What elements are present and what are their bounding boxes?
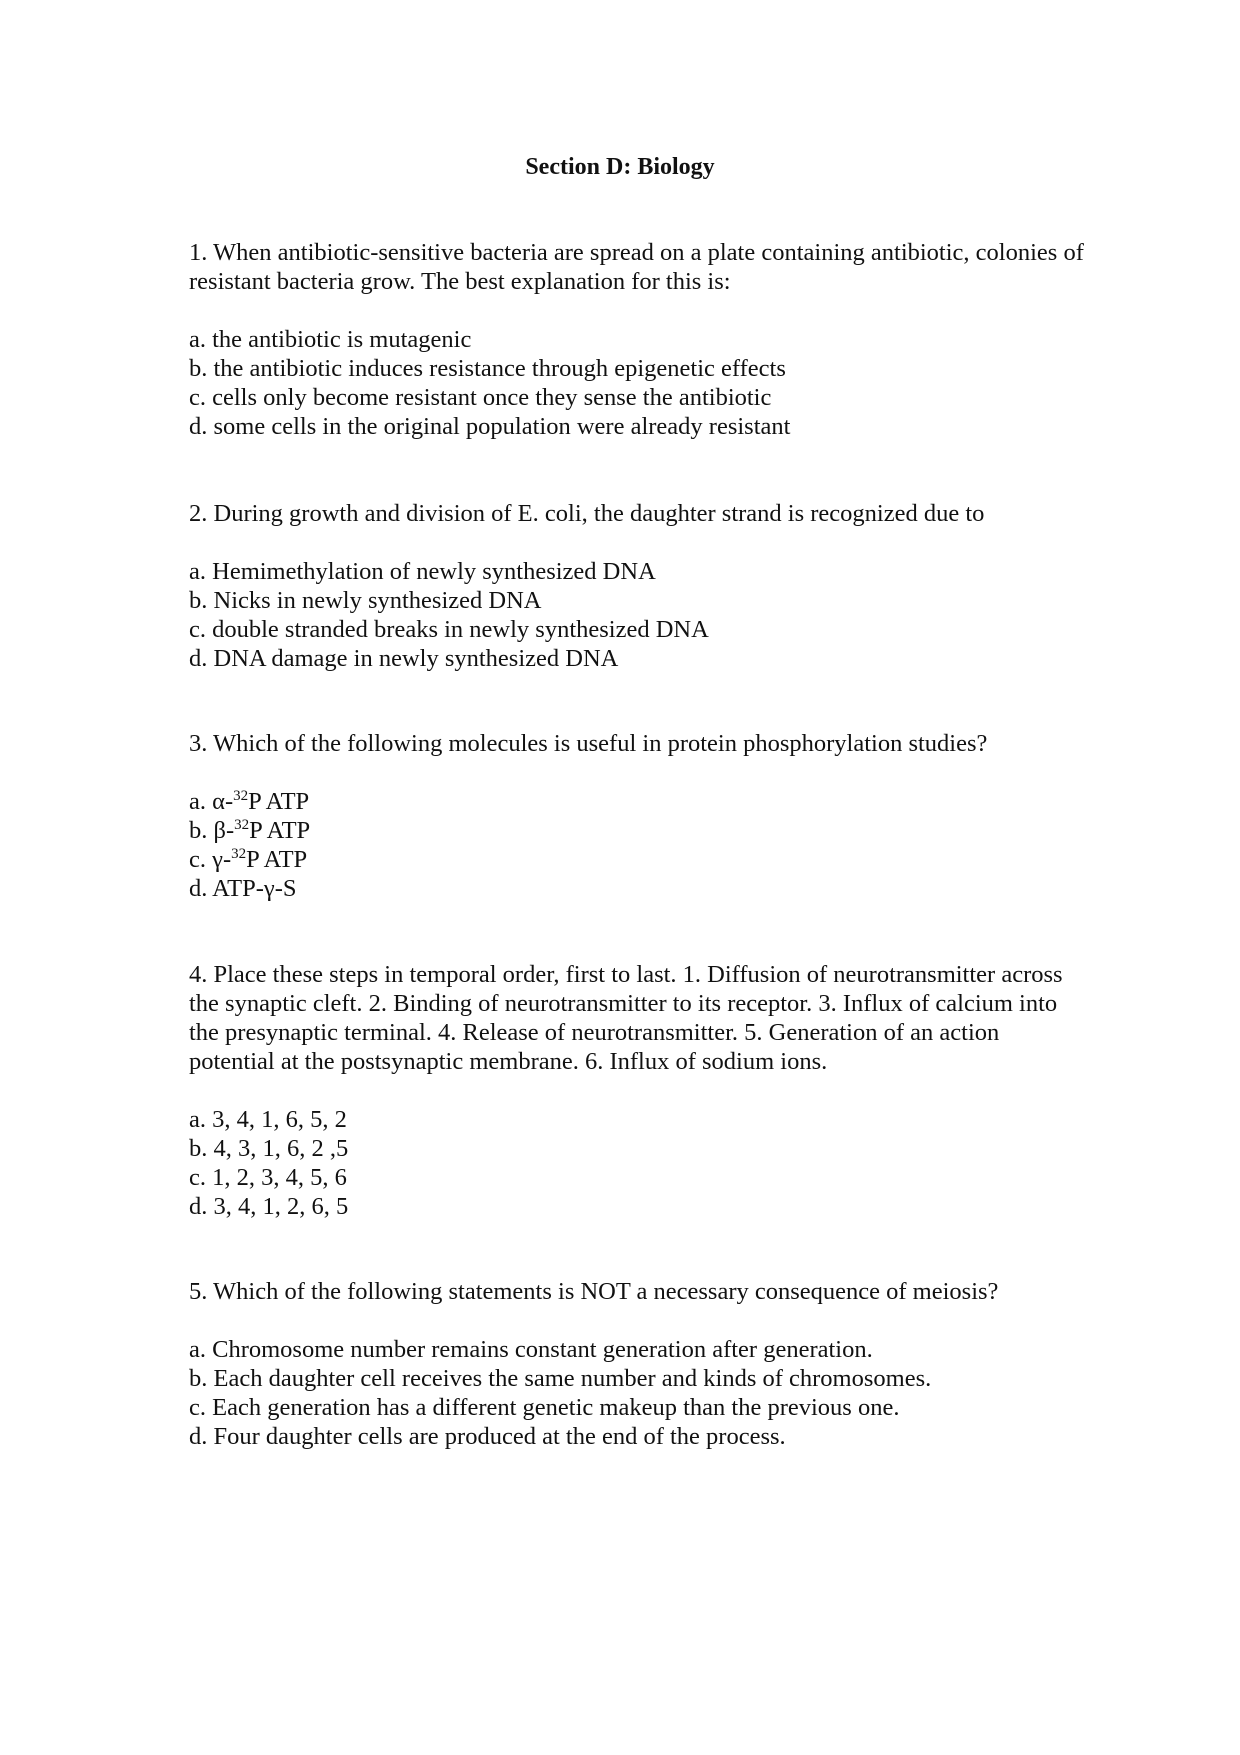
isotope-superscript: 32 <box>233 788 249 804</box>
question-5-text: 5. Which of the following statements is NOT a necessary consequence of meiosis? <box>189 1278 999 1305</box>
question-3-option-c <box>189 845 1089 874</box>
question-1-option-b: b. the antibiotic induces resistance through epigenetic effects <box>189 355 786 382</box>
isotope-superscript: 32 <box>231 846 247 862</box>
question-2-text: 2. During growth and division of E. coli, the daughter strand is recognized due to <box>189 500 985 527</box>
question-5-option-d: d. Four daughter cells are produced at the end of the process. <box>189 1423 786 1450</box>
question-5-option-b: b. Each daughter cell receives the same number and kinds of chromosomes. <box>189 1365 932 1392</box>
question-4-text: 4. Place these steps in temporal order, first to last. 1. Diffusion of neurotransmitter across the synaptic cleft. 2. Binding of neurotransmitter to its receptor. 3. Influx of calcium into the presynaptic terminal. 4. Release of neurotransmitter. 5. Generation of an action potential at the postsynaptic membrane. 6. Influx of sodium ions. <box>189 961 1063 1075</box>
question-1-options <box>189 325 1089 441</box>
question-4-option-b: b. 4, 3, 1, 6, 2 ,5 <box>189 1135 349 1162</box>
question-3-options <box>189 787 1089 903</box>
question-2-option-b: b. Nicks in newly synthesized DNA <box>189 587 542 614</box>
question-1-option-a: a. the antibiotic is mutagenic <box>189 326 472 353</box>
question-1-option-d: d. some cells in the original population were already resistant <box>189 413 791 440</box>
question-2-option-c: c. double stranded breaks in newly synthesized DNA <box>189 616 709 643</box>
option-prefix: a. α- <box>189 788 234 815</box>
question-1-text: 1. When antibiotic-sensitive bacteria are spread on a plate containing antibiotic, colonies of resistant bacteria grow. The best explanation for this is: <box>189 239 1084 295</box>
question-3 <box>189 729 1089 903</box>
option-suffix: P ATP <box>248 788 310 815</box>
question-3-text: 3. Which of the following molecules is useful in protein phosphorylation studies? <box>189 730 988 757</box>
question-5-option-c: c. Each generation has a different genetic makeup than the previous one. <box>189 1394 900 1421</box>
question-5-option-a: a. Chromosome number remains constant generation after generation. <box>189 1336 873 1363</box>
question-2-option-d: d. DNA damage in newly synthesized DNA <box>189 645 619 672</box>
question-4 <box>189 960 1089 1221</box>
question-5-options <box>189 1335 1089 1451</box>
question-4-options <box>189 1105 1089 1221</box>
question-4-option-d: d. 3, 4, 1, 2, 6, 5 <box>189 1193 349 1220</box>
question-4-option-a: a. 3, 4, 1, 6, 5, 2 <box>189 1106 347 1133</box>
question-3-option-a <box>189 787 1089 816</box>
question-1 <box>189 238 1089 441</box>
question-4-option-c: c. 1, 2, 3, 4, 5, 6 <box>189 1164 347 1191</box>
question-2-option-a: a. Hemimethylation of newly synthesized DNA <box>189 558 656 585</box>
option-suffix: P ATP <box>246 846 308 873</box>
option-prefix: c. γ- <box>189 846 232 873</box>
isotope-superscript: 32 <box>234 817 250 833</box>
question-1-option-c: c. cells only become resistant once they sense the antibiotic <box>189 384 772 411</box>
question-5 <box>189 1277 1089 1451</box>
option-suffix: P ATP <box>249 817 311 844</box>
section-title: Section D: Biology <box>525 154 715 180</box>
question-3-option-d: d. ATP-γ-S <box>189 875 297 902</box>
question-2 <box>189 499 1089 673</box>
option-prefix: b. β- <box>189 817 235 844</box>
question-2-options <box>189 557 1089 673</box>
question-3-option-b <box>189 816 1089 845</box>
